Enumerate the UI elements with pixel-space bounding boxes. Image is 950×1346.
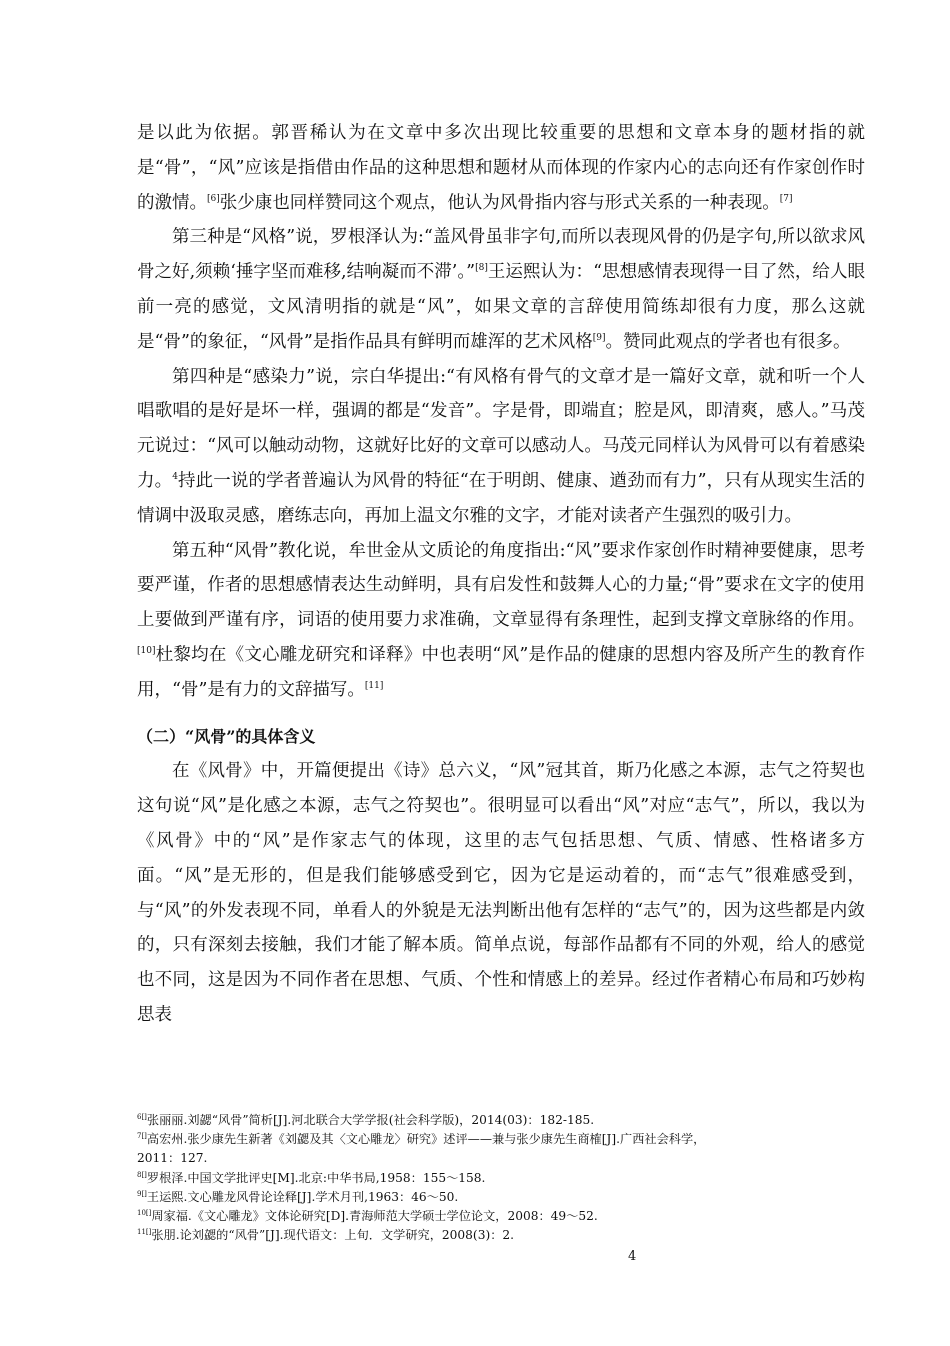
footnote-text: 高宏州.张少康先生新著《刘勰及其〈文心雕龙〉研究》述评——兼与张少康先生商榷[J].广西社会科学， <box>146 1132 706 1147</box>
footnotes <box>137 1111 837 1245</box>
paragraph-3 <box>137 360 865 534</box>
paragraph-1-text-a: 是以此为依据。郭晋稀认为在文章中多次出现比较重要的思想和文章本身的题材指的就是“骨”，“风”应该是指借由作品的这种思想和题材从而体现的作家内心的志向还有作家创作时的激情。 <box>137 123 865 213</box>
paragraph-3-text-a: 第四种是“感染力”说，宗白华提出:“有风格有骨气的文章才是一篇好文章，就和听一个人唱歌唱的是好是坏一样，强调的都是“发音”。字是骨，即端直；腔是风，即清爽，感人。”马茂元说过：“风可以触动动物，这就好比好的文章可以感动人。马茂元同样认为风骨可以有着感染力。 <box>137 366 865 491</box>
footnote-text: 王运熙.文心雕龙风骨论诠释[J].学术月刊,1963：46～50. <box>146 1189 459 1204</box>
footnote-text: 罗根泽.中国文学批评史[M].北京:中华书局,1958：155～158. <box>146 1170 486 1185</box>
paragraph-2-text-a: 第三种是“风格”说，罗根泽认为:“盖风骨虽非字句,而所以表现风骨的仍是字句,所以欲求风骨之好,须赖‘捶字坚而难移,结响凝而不滞’。” <box>137 227 865 283</box>
footnote-mark: 10[] <box>137 1208 152 1217</box>
paragraph-3-text-b: 持此一说的学者普遍认为风骨的特征“在于明朗、健康、遒劲而有力”，只有从现实生活的情调中汲取灵感，磨练志向，再加上温文尔雅的文字，才能对读者产生强烈的吸引力。 <box>137 470 866 526</box>
footnote-6 <box>137 1111 837 1130</box>
footnote-mark: 8[] <box>137 1170 147 1179</box>
footnote-text: 张朋.论刘勰的“风骨”[J].现代语文：上旬．文学研究，2008(3)：2. <box>151 1228 515 1243</box>
footnote-mark: 6[] <box>137 1112 147 1121</box>
footnote-7-continuation: 2011：127. <box>137 1151 208 1166</box>
footnote-text: 张丽丽.刘勰“风骨”简析[J].河北联合大学学报(社会科学版)，2014(03)：182-185. <box>146 1113 595 1127</box>
paragraph-1-text-b: 张少康也同样赞同这个观点，他认为风骨指内容与形式关系的一种表现。 <box>219 192 780 213</box>
paragraph-2-text-c: 。赞同此观点的学者也有很多。 <box>605 331 851 352</box>
citation-7: [7] <box>779 193 793 204</box>
footnote-mark: 7[] <box>137 1132 147 1141</box>
paragraph-4 <box>137 534 865 708</box>
paragraph-1 <box>137 116 865 220</box>
footnote-mark: 9[] <box>137 1189 147 1198</box>
paragraph-4-text-a: 第五种“风骨”教化说，牟世金从文质论的角度指出:“风”要求作家创作时精神要健康，思考要严谨，作者的思想感情表达生动鲜明，具有启发性和鼓舞人心的力量;“骨”要求在文字的使用上要做到严谨有序，词语的使用要力求准确，文章显得有条理性，起到支撑文章脉络的作用。 <box>137 540 865 631</box>
body-text <box>137 116 865 1033</box>
paragraph-2 <box>137 220 865 359</box>
citation-9: [9] <box>592 332 606 343</box>
paragraph-2-text-b: 王运熙认为：“思想感情表现得一目了然，给人眼前一亮的感觉，文风清明指的就是“风”，如果文章的言辞使用简练却很有力度，那么这就是“骨”的象征，“风骨”是指作品具有鲜明而雄浑的艺术风格 <box>137 262 865 352</box>
footnote-11 <box>137 1226 837 1245</box>
footnote-9 <box>137 1188 837 1207</box>
footnote-text: 周家福.《文心雕龙》文体论研究[D].青海师范大学硕士学位论文，2008：49～52. <box>151 1209 598 1224</box>
citation-8: [8] <box>475 263 488 274</box>
paragraph-4-text-b: 杜黎均在《文心雕龙研究和译释》中也表明“风”是作品的健康的思想内容及所产生的教育作用，“骨”是有力的文辞描写。 <box>137 644 865 700</box>
section-heading: （二）“风骨”的具体含义 <box>137 726 316 746</box>
citation-10: [10] <box>137 646 156 657</box>
page-number: 4 <box>628 1249 637 1264</box>
footnote-10 <box>137 1207 837 1226</box>
footnote-7 <box>137 1130 837 1149</box>
citation-6: [6] <box>207 193 220 204</box>
footnote-mark: 11[] <box>137 1228 152 1237</box>
footnote-8 <box>137 1169 837 1188</box>
paragraph-5: 在《风骨》中，开篇便提出《诗》总六义，“风”冠其首，斯乃化感之本源，志气之符契也这句说“风”是化感之本源，志气之符契也”。很明显可以看出“风”对应“志气”，所以，我以为《风骨》中的“风”是作家志气的体现，这里的志气包括思想、气质、情感、性格诸多方面。“风”是无形的，但是我们能够感受到它，因为它是运动着的，而“志气”很难感受到，与“风”的外发表现不同，单看人的外貌是无法判断出他有怎样的“志气”的，因为这些都是内敛的，只有深刻去接触，我们才能了解本质。简单点说，每部作品都有不同的外观，给人的感觉也不同，这是因为不同作者在思想、气质、个性和情感上的差异。经过作者精心布局和巧妙构思表 <box>137 761 865 1025</box>
citation-11: [11] <box>364 680 384 691</box>
citation-4: 4 <box>172 472 178 483</box>
